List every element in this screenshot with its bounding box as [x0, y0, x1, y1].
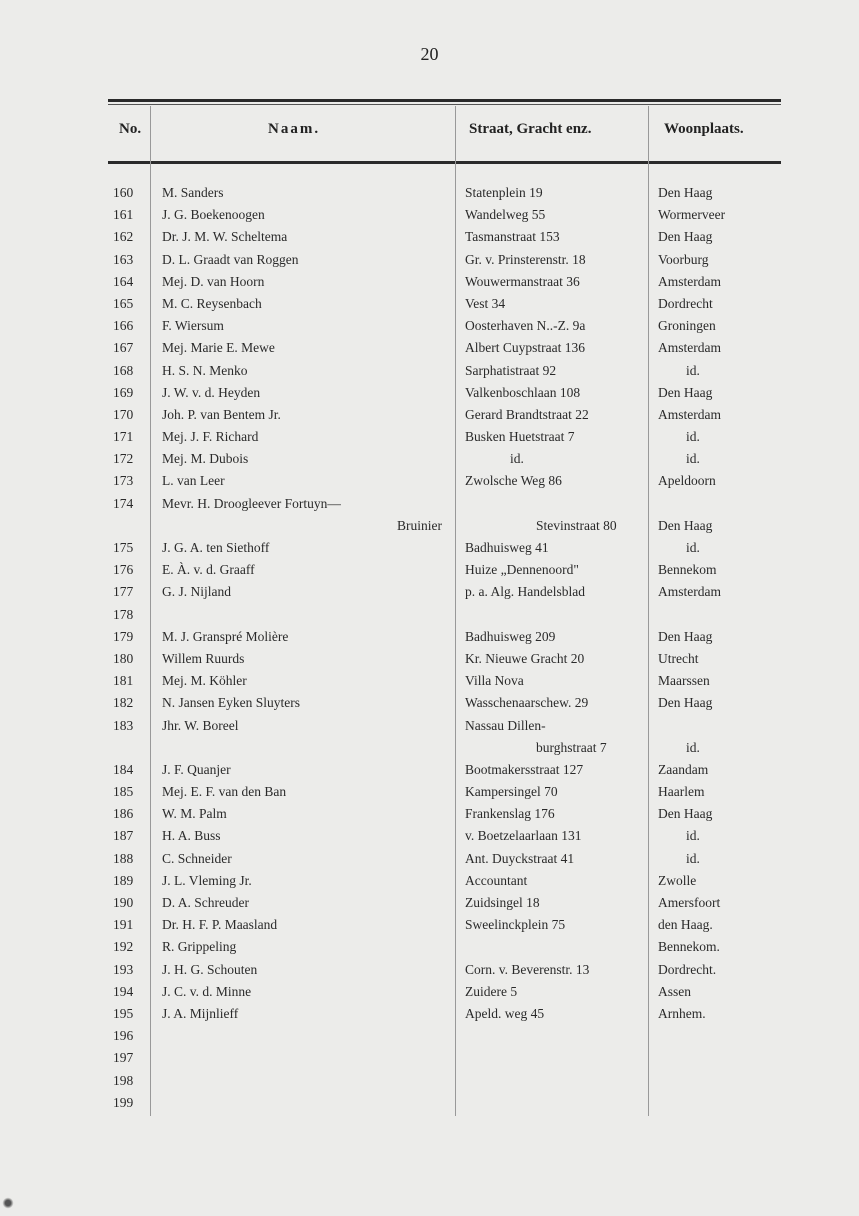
table-row	[0, 1003, 859, 1025]
row-city: Amsterdam	[658, 584, 721, 600]
row-city: Haarlem	[658, 784, 705, 800]
row-street: p. a. Alg. Handelsblad	[465, 584, 585, 600]
row-number: 167	[113, 340, 134, 356]
row-city: Apeldoorn	[658, 473, 716, 489]
table-row	[0, 626, 859, 648]
top-rule-thick	[108, 99, 781, 102]
row-name: J. F. Quanjer	[162, 761, 231, 777]
row-number: 170	[113, 406, 134, 422]
table-row	[0, 803, 859, 825]
table-row	[0, 1092, 859, 1114]
row-number: 177	[113, 584, 134, 600]
row-name: D. L. Graadt van Roggen	[162, 251, 299, 267]
table-row	[0, 448, 859, 470]
row-name: Bruinier	[397, 517, 442, 533]
row-number: 198	[113, 1072, 134, 1088]
table-row	[0, 204, 859, 226]
row-number: 165	[113, 295, 134, 311]
table-row	[0, 936, 859, 958]
row-street: Sarphatistraat 92	[465, 362, 557, 378]
row-name: E. À. v. d. Graaff	[162, 562, 255, 578]
row-city: Wormerveer	[658, 207, 726, 223]
table-row	[0, 360, 859, 382]
row-name: Mej. J. F. Richard	[162, 429, 259, 445]
row-city: Assen	[658, 983, 691, 999]
table-row	[0, 404, 859, 426]
row-name: D. A. Schreuder	[162, 895, 249, 910]
row-number: 173	[113, 473, 134, 489]
row-street: Vest 34	[465, 295, 506, 311]
row-name: H. S. N. Menko	[162, 362, 248, 378]
row-name: Willem Ruurds	[162, 650, 245, 666]
row-street: Apeld. weg 45	[465, 1005, 545, 1021]
row-number: 195	[113, 1005, 134, 1021]
header-woonplaats: Woonplaats.	[664, 121, 744, 137]
row-number: 178	[113, 606, 134, 622]
row-number: 181	[113, 673, 134, 689]
header-no: No.	[119, 121, 142, 137]
table-row	[0, 515, 859, 537]
row-name: J. G. Boekenoogen	[162, 207, 265, 223]
table-row	[0, 470, 859, 492]
row-name: Joh. P. van Bentem Jr.	[162, 406, 281, 422]
row-street: Oosterhaven N..-Z. 9a	[465, 318, 586, 334]
row-name: M. C. Reysenbach	[162, 295, 262, 311]
row-name: C. Schneider	[162, 850, 232, 866]
row-city: id.	[686, 451, 700, 467]
row-number: 192	[113, 939, 134, 955]
table-row	[0, 182, 859, 204]
row-name: J. H. G. Schouten	[162, 961, 258, 977]
row-number: 160	[113, 185, 134, 200]
row-name: Mej. E. F. van den Ban	[162, 784, 287, 800]
row-street: Stevinstraat 80	[536, 517, 617, 533]
row-number: 162	[113, 229, 134, 245]
table-row	[0, 337, 859, 359]
row-street: Bootmakersstraat 127	[465, 761, 584, 777]
table-row	[0, 293, 859, 315]
table-row	[0, 271, 859, 293]
row-street: Zuidsingel 18	[465, 895, 540, 910]
row-name: N. Jansen Eyken Sluyters	[162, 695, 300, 711]
table-row	[0, 537, 859, 559]
row-number: 186	[113, 806, 134, 822]
row-city: Den Haag	[658, 185, 713, 200]
row-number: 187	[113, 828, 134, 844]
row-city: id.	[686, 850, 700, 866]
table-row	[0, 315, 859, 337]
row-name: G. J. Nijland	[162, 584, 231, 600]
row-street: Albert Cuypstraat 136	[465, 340, 585, 356]
row-name: J. G. A. ten Siethoff	[162, 540, 270, 555]
row-city: id.	[686, 540, 700, 555]
row-name: Mej. M. Dubois	[162, 451, 249, 467]
table-row	[0, 1047, 859, 1069]
table-row	[0, 249, 859, 271]
row-number: 163	[113, 251, 134, 267]
row-number: 193	[113, 961, 134, 977]
row-street: Busken Huetstraat 7	[465, 429, 575, 445]
row-city: Amersfoort	[658, 895, 721, 910]
page-number: 20	[420, 44, 439, 64]
row-name: J. C. v. d. Minne	[162, 983, 252, 999]
header-straat: Straat, Gracht enz.	[469, 121, 592, 137]
table-row	[0, 959, 859, 981]
row-name: R. Grippeling	[162, 939, 237, 955]
table-row	[0, 648, 859, 670]
row-number: 182	[113, 695, 134, 711]
row-street: Villa Nova	[465, 673, 524, 689]
row-city: Amsterdam	[658, 340, 721, 356]
row-number: 196	[113, 1028, 134, 1044]
row-street: Wandelweg 55	[465, 207, 546, 223]
table-row	[0, 426, 859, 448]
row-city: Den Haag	[658, 628, 713, 644]
row-street: Kr. Nieuwe Gracht 20	[465, 650, 585, 666]
table-row	[0, 715, 859, 737]
row-city: Den Haag	[658, 806, 713, 822]
row-street: Kampersingel 70	[465, 784, 558, 800]
row-city: Zaandam	[658, 761, 709, 777]
row-city: den Haag.	[658, 917, 713, 933]
row-street: Ant. Duyckstraat 41	[465, 850, 575, 866]
table-row	[0, 1025, 859, 1047]
table-row	[0, 382, 859, 404]
table-row	[0, 759, 859, 781]
row-name: W. M. Palm	[162, 806, 227, 822]
row-street: Sweelinckplein 75	[465, 917, 566, 933]
row-street: Valkenboschlaan 108	[465, 384, 581, 400]
member-list	[0, 182, 859, 1114]
paper-speck	[2, 1196, 14, 1210]
row-name: M. Sanders	[162, 185, 224, 200]
row-name: L. van Leer	[162, 473, 225, 489]
row-number: 169	[113, 384, 134, 400]
row-name: Mej. M. Köhler	[162, 673, 247, 689]
row-number: 185	[113, 784, 134, 800]
table-row	[0, 781, 859, 803]
top-rule-thin	[108, 104, 781, 105]
row-city: id.	[686, 362, 700, 378]
row-name: Dr. H. F. P. Maasland	[162, 917, 278, 933]
row-number: 184	[113, 761, 134, 777]
row-number: 183	[113, 717, 134, 733]
row-number: 189	[113, 872, 134, 888]
row-city: Dordrecht	[658, 295, 713, 311]
table-row	[0, 559, 859, 581]
table-row	[0, 226, 859, 248]
row-number: 172	[113, 451, 134, 467]
row-name: Mevr. H. Droogleever Fortuyn—	[162, 495, 341, 511]
row-city: id.	[686, 739, 700, 755]
row-number: 176	[113, 562, 134, 578]
row-street: Nassau Dillen-	[465, 717, 546, 733]
table-row	[0, 604, 859, 626]
row-name: Dr. J. M. W. Scheltema	[162, 229, 288, 245]
row-name: Mej. Marie E. Mewe	[162, 340, 275, 356]
row-number: 166	[113, 318, 134, 334]
row-name: H. A. Buss	[162, 828, 221, 844]
row-street: Corn. v. Beverenstr. 13	[465, 961, 590, 977]
table-row	[0, 493, 859, 515]
row-street: Tasmanstraat 153	[465, 229, 560, 245]
row-number: 171	[113, 429, 134, 445]
row-city: Dordrecht.	[658, 961, 717, 977]
row-number: 175	[113, 540, 134, 555]
row-city: Arnhem.	[658, 1005, 706, 1021]
row-name: J. W. v. d. Heyden	[162, 384, 261, 400]
row-number: 161	[113, 207, 134, 223]
row-name: M. J. Granspré Molière	[162, 628, 289, 644]
row-city: Bennekom.	[658, 939, 720, 955]
row-number: 188	[113, 850, 134, 866]
table-row	[0, 870, 859, 892]
row-street: Badhuisweg 209	[465, 628, 556, 644]
row-street: v. Boetzelaarlaan 131	[465, 828, 582, 844]
row-street: Statenplein 19	[465, 185, 543, 200]
row-name: J. L. Vleming Jr.	[162, 872, 252, 888]
row-number: 179	[113, 628, 134, 644]
row-number: 190	[113, 895, 134, 910]
row-street: burghstraat 7	[536, 739, 607, 755]
row-city: Utrecht	[658, 650, 699, 666]
row-street: Accountant	[465, 872, 528, 888]
header-naam: Naam.	[268, 121, 321, 137]
row-city: Voorburg	[658, 251, 709, 267]
row-street: Badhuisweg 41	[465, 540, 549, 555]
row-number: 164	[113, 273, 134, 289]
row-street: Gerard Brandtstraat 22	[465, 406, 589, 422]
row-street: Huize „Dennenoord"	[465, 562, 579, 578]
row-name: Jhr. W. Boreel	[162, 717, 239, 733]
row-city: Zwolle	[658, 872, 697, 888]
row-number: 191	[113, 917, 134, 933]
row-street: Zwolsche Weg 86	[465, 473, 562, 489]
row-name: Mej. D. van Hoorn	[162, 273, 265, 289]
row-street: Gr. v. Prinsterenstr. 18	[465, 251, 586, 267]
row-number: 174	[113, 495, 134, 511]
row-number: 168	[113, 362, 134, 378]
row-street: Zuidere 5	[465, 983, 518, 999]
table-row	[0, 848, 859, 870]
row-street: Wouwermanstraat 36	[465, 273, 580, 289]
table-row	[0, 981, 859, 1003]
table-row	[0, 892, 859, 914]
row-city: id.	[686, 828, 700, 844]
table-row	[0, 914, 859, 936]
row-city: Amsterdam	[658, 406, 721, 422]
header-bottom-rule	[108, 161, 781, 164]
table-row	[0, 825, 859, 847]
row-city: id.	[686, 429, 700, 445]
table-row	[0, 581, 859, 603]
row-city: Den Haag	[658, 517, 713, 533]
row-street: id.	[510, 451, 524, 467]
row-name: F. Wiersum	[162, 318, 224, 334]
row-city: Den Haag	[658, 384, 713, 400]
table-row	[0, 737, 859, 759]
row-city: Den Haag	[658, 229, 713, 245]
table-row	[0, 670, 859, 692]
row-street: Frankenslag 176	[465, 806, 555, 822]
row-city: Bennekom	[658, 562, 717, 578]
row-city: Amsterdam	[658, 273, 721, 289]
row-city: Den Haag	[658, 695, 713, 711]
row-number: 199	[113, 1094, 134, 1110]
row-number: 197	[113, 1050, 134, 1066]
table-row	[0, 1070, 859, 1092]
table-row	[0, 692, 859, 714]
row-city: Maarssen	[658, 673, 710, 689]
row-street: Wasschenaarschew. 29	[465, 695, 589, 711]
row-number: 180	[113, 650, 134, 666]
row-number: 194	[113, 983, 134, 999]
row-name: J. A. Mijnlieff	[162, 1005, 239, 1021]
row-city: Groningen	[658, 318, 716, 334]
